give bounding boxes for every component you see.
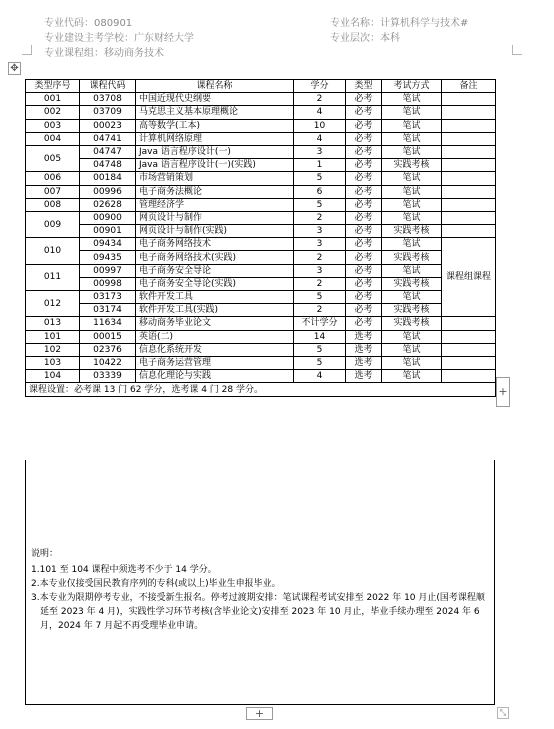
- row-remark: [442, 330, 496, 343]
- note-item: 1.101 至 104 课程中须选考不少于 14 学分。: [31, 565, 217, 575]
- table-row: [26, 159, 496, 172]
- row-code: 03708: [80, 93, 136, 106]
- row-code: 02628: [80, 198, 136, 211]
- row-exam: 笔试: [382, 145, 442, 158]
- row-name: 电子商务网络技术(实践): [136, 251, 294, 264]
- row-code: 02376: [80, 343, 136, 356]
- table-row: [26, 370, 496, 383]
- row-no: 007: [26, 185, 80, 198]
- row-remark: [442, 132, 496, 145]
- major-level: 专业层次：本科: [330, 33, 400, 44]
- row-code: 09435: [80, 251, 136, 264]
- row-remark: [442, 343, 496, 356]
- row-exam: 笔试: [382, 119, 442, 132]
- row-no: 004: [26, 132, 80, 145]
- row-remark: [442, 225, 496, 238]
- remark-course-group: 课程组课程: [442, 238, 496, 317]
- row-credit: 3: [294, 225, 346, 238]
- row-code: 00996: [80, 185, 136, 198]
- row-name: Java 语言程序设计(一): [136, 145, 294, 158]
- row-exam: 实践考核: [382, 317, 442, 330]
- table-row: [26, 304, 496, 317]
- summary-row: [26, 383, 496, 397]
- row-exam: 笔试: [382, 132, 442, 145]
- row-exam: 笔试: [382, 106, 442, 119]
- course-summary: 课程设置：必考课 13 门 62 学分，选考课 4 门 28 学分。: [26, 383, 496, 397]
- row-exam: 笔试: [382, 370, 442, 383]
- row-exam: 笔试: [382, 238, 442, 251]
- row-name: 电子商务安全导论: [136, 264, 294, 277]
- page-corner-mark-left: [22, 45, 32, 55]
- table-row: [26, 317, 496, 330]
- row-credit: 10: [294, 119, 346, 132]
- row-exam: 笔试: [382, 291, 442, 304]
- table-row: [26, 119, 496, 132]
- row-exam: 实践考核: [382, 251, 442, 264]
- host-school: 专业建设主考学校：广东财经大学: [44, 33, 194, 44]
- table-resize-handle-icon[interactable]: ⤡: [497, 707, 509, 719]
- col-header-type: 类型: [346, 80, 382, 93]
- row-no: 011: [26, 264, 80, 290]
- table-row: [26, 145, 496, 158]
- row-credit: 3: [294, 238, 346, 251]
- row-credit: 4: [294, 370, 346, 383]
- row-type: 必考: [346, 317, 382, 330]
- page-corner-mark-right: [512, 45, 522, 55]
- row-credit: 2: [294, 304, 346, 317]
- table-row: [26, 277, 496, 290]
- table-row: [26, 93, 496, 106]
- row-code: 03174: [80, 304, 136, 317]
- row-type: 必考: [346, 238, 382, 251]
- row-remark: [442, 211, 496, 224]
- row-exam: 笔试: [382, 211, 442, 224]
- row-code: 04748: [80, 159, 136, 172]
- row-type: 必考: [346, 132, 382, 145]
- notes-list: [31, 563, 491, 633]
- row-exam: 实践考核: [382, 277, 442, 290]
- col-header-name: 课程名称: [136, 80, 294, 93]
- row-name: 管理经济学: [136, 198, 294, 211]
- row-no: 104: [26, 370, 80, 383]
- row-exam: 实践考核: [382, 304, 442, 317]
- note-item: 2.本专业仅接受国民教育序列的专科(或以上)毕业生申报毕业。: [31, 579, 281, 589]
- row-name: 市场营销策划: [136, 172, 294, 185]
- row-credit: 5: [294, 172, 346, 185]
- row-code: 11634: [80, 317, 136, 330]
- row-credit: 2: [294, 277, 346, 290]
- col-header-credit: 学分: [294, 80, 346, 93]
- row-type: 必考: [346, 93, 382, 106]
- row-exam: 实践考核: [382, 225, 442, 238]
- major-code: 专业代码：080901: [44, 18, 133, 29]
- row-no: 009: [26, 211, 80, 237]
- row-type: 必考: [346, 251, 382, 264]
- row-name: 软件开发工具: [136, 291, 294, 304]
- course-table: [25, 79, 496, 397]
- row-code: 00901: [80, 225, 136, 238]
- row-credit: 6: [294, 185, 346, 198]
- row-no: 102: [26, 343, 80, 356]
- row-name: 电子商务网络技术: [136, 238, 294, 251]
- row-credit: 4: [294, 132, 346, 145]
- row-exam: 笔试: [382, 185, 442, 198]
- row-name: 软件开发工具(实践): [136, 304, 294, 317]
- row-type: 必考: [346, 211, 382, 224]
- table-move-handle-icon[interactable]: ✥: [8, 62, 21, 75]
- row-name: 信息化系统开发: [136, 343, 294, 356]
- row-type: 必考: [346, 159, 382, 172]
- row-type: 必考: [346, 198, 382, 211]
- header-left: [44, 16, 194, 61]
- row-type: 必考: [346, 225, 382, 238]
- row-name: 网页设计与制作: [136, 211, 294, 224]
- row-remark: [442, 106, 496, 119]
- table-row: [26, 343, 496, 356]
- table-row: [26, 330, 496, 343]
- row-name: 高等数学(工本): [136, 119, 294, 132]
- table-row: [26, 172, 496, 185]
- row-name: 网页设计与制作(实践): [136, 225, 294, 238]
- row-exam: 笔试: [382, 343, 442, 356]
- row-no: 103: [26, 356, 80, 369]
- row-code: 03339: [80, 370, 136, 383]
- row-name: 计算机网络原理: [136, 132, 294, 145]
- row-remark: [442, 172, 496, 185]
- row-code: 00015: [80, 330, 136, 343]
- row-code: 00184: [80, 172, 136, 185]
- table-row: [26, 251, 496, 264]
- row-remark: [442, 185, 496, 198]
- row-no: 002: [26, 106, 80, 119]
- row-type: 必考: [346, 172, 382, 185]
- row-name: 中国近现代史纲要: [136, 93, 294, 106]
- table-row: [26, 106, 496, 119]
- add-column-button[interactable]: +: [496, 377, 510, 407]
- row-no: 006: [26, 172, 80, 185]
- row-credit: 2: [294, 251, 346, 264]
- major-name: 专业名称：计算机科学与技术#: [330, 18, 469, 29]
- row-type: 选考: [346, 356, 382, 369]
- row-exam: 笔试: [382, 356, 442, 369]
- row-remark: [442, 93, 496, 106]
- row-type: 必考: [346, 185, 382, 198]
- row-code: 00023: [80, 119, 136, 132]
- row-credit: 5: [294, 343, 346, 356]
- row-exam: 实践考核: [382, 159, 442, 172]
- row-type: 必考: [346, 291, 382, 304]
- row-remark: [442, 198, 496, 211]
- row-credit: 2: [294, 93, 346, 106]
- row-code: 00998: [80, 277, 136, 290]
- row-no: 008: [26, 198, 80, 211]
- table-row: [26, 264, 496, 277]
- table-row: [26, 291, 496, 304]
- table-row: [26, 198, 496, 211]
- table-row: [26, 225, 496, 238]
- row-code: 03173: [80, 291, 136, 304]
- row-no: 101: [26, 330, 80, 343]
- row-no: 010: [26, 238, 80, 264]
- col-header-code: 课程代码: [80, 80, 136, 93]
- notes-section: [25, 460, 495, 705]
- table-row: [26, 132, 496, 145]
- row-exam: 笔试: [382, 172, 442, 185]
- row-exam: 笔试: [382, 264, 442, 277]
- row-credit: 3: [294, 145, 346, 158]
- row-remark: [442, 159, 496, 172]
- row-remark: [442, 145, 496, 158]
- row-remark: [442, 119, 496, 132]
- row-name: 英语(二): [136, 330, 294, 343]
- col-header-remark: 备注: [442, 80, 496, 93]
- row-credit: 5: [294, 198, 346, 211]
- row-type: 必考: [346, 277, 382, 290]
- row-type: 选考: [346, 330, 382, 343]
- row-code: 04741: [80, 132, 136, 145]
- row-type: 必考: [346, 145, 382, 158]
- row-credit: 14: [294, 330, 346, 343]
- row-name: Java 语言程序设计(一)(实践): [136, 159, 294, 172]
- table-row: [26, 356, 496, 369]
- table-row: [26, 238, 496, 251]
- row-exam: 笔试: [382, 330, 442, 343]
- row-type: 必考: [346, 106, 382, 119]
- row-name: 马克思主义基本原理概论: [136, 106, 294, 119]
- row-credit: 5: [294, 291, 346, 304]
- row-remark: [442, 356, 496, 369]
- row-credit: 3: [294, 264, 346, 277]
- header-right: [330, 16, 468, 46]
- row-type: 选考: [346, 343, 382, 356]
- row-exam: 笔试: [382, 93, 442, 106]
- table-row: [26, 211, 496, 224]
- row-code: 03709: [80, 106, 136, 119]
- row-name: 移动商务毕业论文: [136, 317, 294, 330]
- col-header-exam: 考试方式: [382, 80, 442, 93]
- row-exam: 笔试: [382, 198, 442, 211]
- add-row-button[interactable]: +: [246, 707, 273, 720]
- row-remark: [442, 370, 496, 383]
- row-code: 09434: [80, 238, 136, 251]
- course-group: 专业课程组：移动商务技术: [44, 48, 164, 59]
- row-credit: 不计学分: [294, 317, 346, 330]
- row-no: 013: [26, 317, 80, 330]
- row-credit: 2: [294, 211, 346, 224]
- row-type: 必考: [346, 119, 382, 132]
- row-no: 005: [26, 145, 80, 171]
- row-credit: 5: [294, 356, 346, 369]
- notes-title: 说明：: [31, 549, 59, 559]
- row-code: 10422: [80, 356, 136, 369]
- row-remark: [442, 317, 496, 330]
- col-header-no: 类型序号: [26, 80, 80, 93]
- row-name: 信息化理论与实践: [136, 370, 294, 383]
- note-item: 3.本专业为限期停考专业，不接受新生报名。停考过渡期安排：笔试课程考试安排至 2022 年 10 月止(国考课程顺延至 2023 年 4 月)，实践性学习环节考核(含毕业论文)安排至 2023 年 10 月止，毕业手续办理至 2024 年 6 月，2024 年 7 月起不再受理毕业申请。: [31, 593, 485, 631]
- row-credit: 1: [294, 159, 346, 172]
- row-no: 012: [26, 291, 80, 317]
- row-code: 00997: [80, 264, 136, 277]
- row-type: 必考: [346, 264, 382, 277]
- row-name: 电子商务安全导论(实践): [136, 277, 294, 290]
- table-header-row: [26, 80, 496, 93]
- row-code: 00900: [80, 211, 136, 224]
- row-type: 选考: [346, 370, 382, 383]
- row-no: 003: [26, 119, 80, 132]
- row-name: 电子商务运营管理: [136, 356, 294, 369]
- row-type: 必考: [346, 304, 382, 317]
- row-code: 04747: [80, 145, 136, 158]
- table-row: [26, 185, 496, 198]
- row-name: 电子商务法概论: [136, 185, 294, 198]
- row-credit: 4: [294, 106, 346, 119]
- row-no: 001: [26, 93, 80, 106]
